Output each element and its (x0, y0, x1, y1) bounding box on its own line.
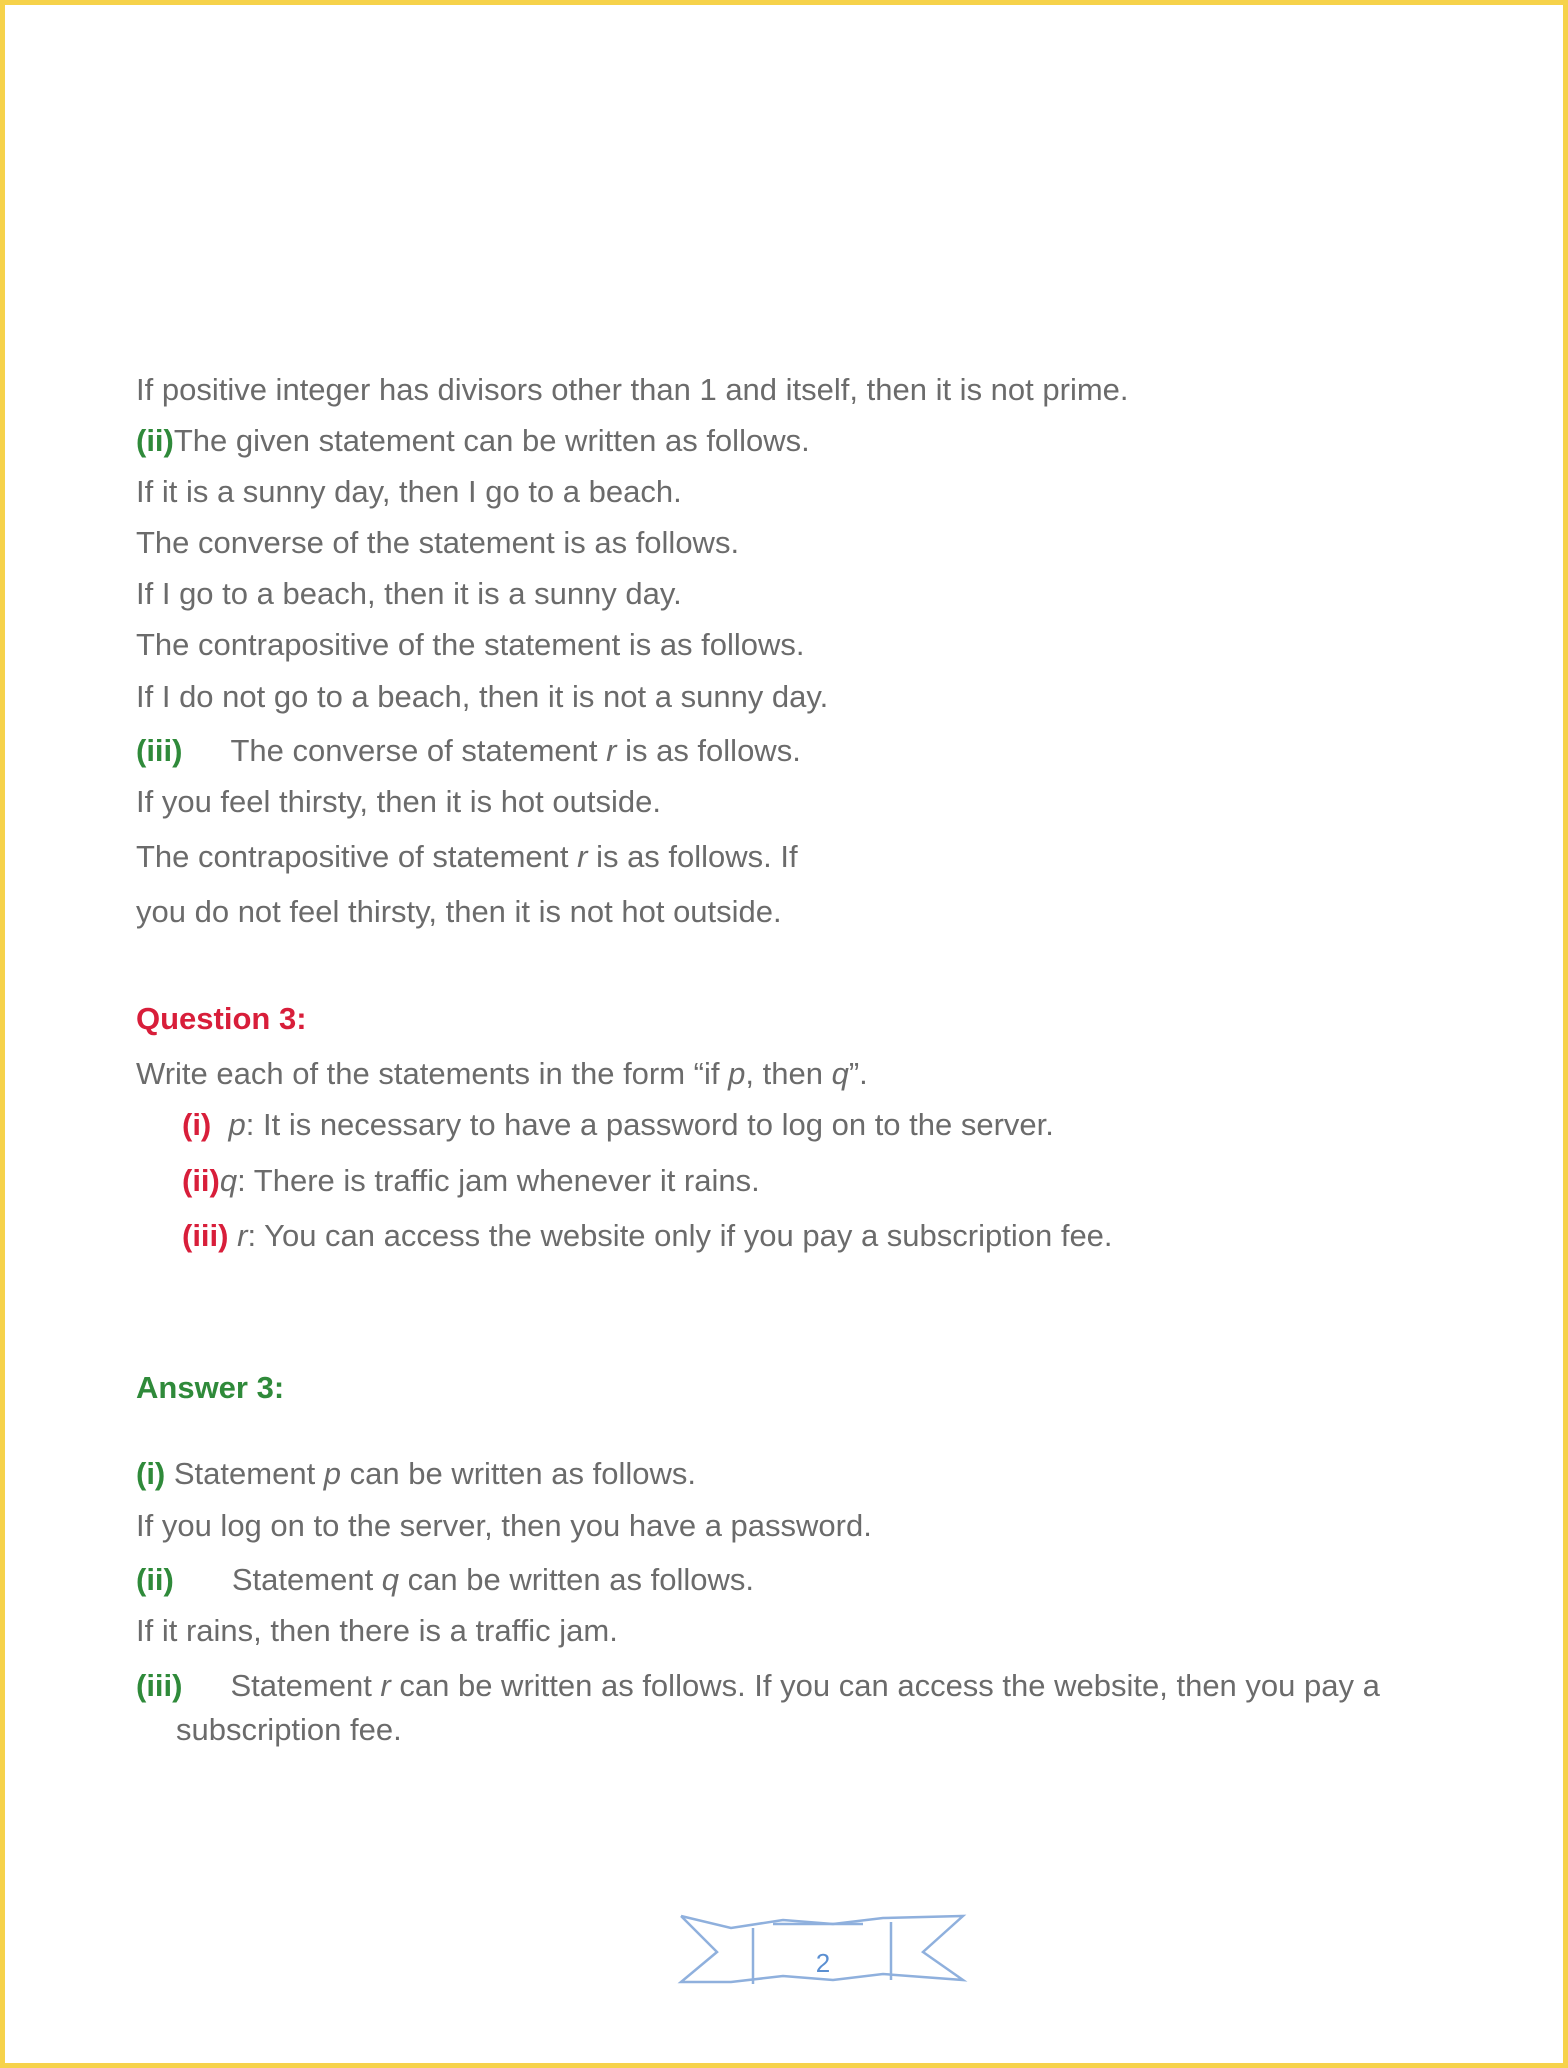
answer3-iii-line-2 (176, 1711, 402, 1749)
question3-heading (136, 1000, 307, 1038)
text: subscription fee. (176, 1712, 402, 1747)
answer2-line-3 (136, 473, 682, 511)
item-label: (iii) (182, 1218, 229, 1253)
item-label: (iii) (136, 1668, 183, 1703)
item-label: (iii) (136, 733, 183, 768)
answer3-ii-line-1 (136, 1561, 754, 1599)
question3-intro (136, 1055, 868, 1093)
text: is as follows. If (587, 839, 798, 874)
text: you do not feel thirsty, then it is not hot outside. (136, 894, 782, 929)
text: can be written as follows. If you can access the website, then you pay a (390, 1668, 1380, 1703)
variable: r (577, 839, 588, 874)
variable: q (831, 1056, 849, 1091)
text: If I go to a beach, then it is a sunny day. (136, 576, 682, 611)
text: If it is a sunny day, then I go to a beach. (136, 474, 682, 509)
variable: r (606, 733, 617, 768)
text: The given statement can be written as follows. (173, 423, 810, 458)
answer2-line-10 (136, 838, 798, 876)
text: If positive integer has divisors other than 1 and itself, then it is not prime. (136, 372, 1129, 407)
text: : There is traffic jam whenever it rains. (237, 1163, 760, 1198)
answer2-line-4 (136, 524, 739, 562)
answer3-ii-line-2 (136, 1612, 618, 1650)
answer2-line-2 (136, 422, 810, 460)
variable: r (237, 1218, 248, 1253)
variable: q (381, 1562, 400, 1597)
text: If I do not go to a beach, then it is not a sunny day. (136, 679, 829, 714)
text: If you feel thirsty, then it is hot outside. (136, 784, 661, 819)
answer2-line-11 (136, 893, 782, 931)
variable: p (728, 1056, 746, 1091)
text: can be written as follows. (399, 1562, 754, 1597)
text: Statement (165, 1456, 324, 1491)
answer3-i-line-1 (136, 1455, 696, 1493)
variable: p (323, 1456, 342, 1491)
text: , then (745, 1056, 832, 1091)
text: can be written as follows. (341, 1456, 696, 1491)
variable: p (228, 1107, 246, 1142)
text: If you log on to the server, then you have a password. (136, 1508, 872, 1543)
text: is as follows. (616, 733, 801, 768)
question3-item-2 (182, 1162, 760, 1200)
heading-text: Answer 3: (136, 1370, 285, 1405)
item-label: (ii) (136, 1562, 174, 1597)
item-label: (i) (182, 1107, 212, 1142)
answer3-iii-line-1 (136, 1667, 1380, 1705)
page-number: 2 (815, 1948, 831, 1978)
text: Statement (230, 1668, 381, 1703)
text: : You can access the website only if you pay a subscription fee. (247, 1218, 1113, 1253)
answer3-heading (136, 1369, 284, 1407)
text: ”. (848, 1056, 868, 1091)
text: The converse of statement (230, 733, 607, 768)
answer2-line-6 (136, 626, 805, 664)
text: The contrapositive of statement (136, 839, 578, 874)
answer3-i-line-2 (136, 1507, 872, 1545)
text: : It is necessary to have a password to log on to the server. (245, 1107, 1054, 1142)
variable: q (219, 1163, 238, 1198)
answer2-line-7 (136, 678, 828, 716)
page-footer (673, 1910, 973, 1990)
question3-item-1 (182, 1106, 1054, 1144)
item-label: (ii) (182, 1163, 220, 1198)
text: Statement (231, 1562, 382, 1597)
variable: r (380, 1668, 391, 1703)
answer2-line-5 (136, 575, 682, 613)
text: The contrapositive of the statement is as follows. (136, 627, 805, 662)
text: If it rains, then there is a traffic jam. (136, 1613, 618, 1648)
text: The converse of the statement is as follows. (136, 525, 740, 560)
item-label: (ii) (136, 423, 174, 458)
text: Write each of the statements in the form “if (136, 1056, 729, 1091)
heading-text: Question 3: (136, 1001, 307, 1036)
item-label: (i) (136, 1456, 166, 1491)
answer2-line-8 (136, 732, 801, 770)
question3-item-3 (182, 1217, 1113, 1255)
answer2-line-9 (136, 783, 661, 821)
answer2-line-1 (136, 371, 1129, 409)
